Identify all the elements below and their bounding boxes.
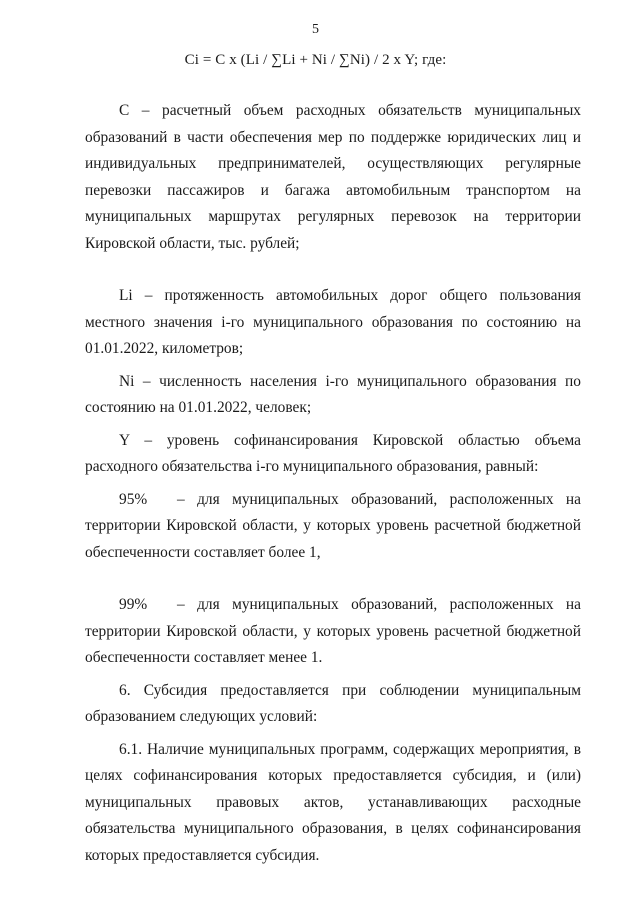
rate-text: – для муниципальных образований, расположенных на территории Кировской области, у которых уровень расчетной бюджетной обеспеченности составляет менее 1. <box>85 596 581 666</box>
definition-y: Y – уровень софинансирования Кировской областью объема расходного обязательства i-го муниципального образования, равный: <box>85 431 581 475</box>
document-body <box>85 98 581 869</box>
rate-percent: 95% <box>119 490 148 508</box>
rate-item <box>85 592 581 672</box>
rate-text: – для муниципальных образований, расположенных на территории Кировской области, у которых уровень расчетной бюджетной обеспеченности составляет более 1, <box>85 490 581 561</box>
clause-6-1: 6.1. Наличие муниципальных программ, содержащих мероприятия, в целях софинансирования которых предоставляется субсидия, и (или) муниципальных правовых актов, устанавливающих расходные обязательства муниципального образования, в целях софинансирования которых предоставляется субсидия. <box>85 740 581 864</box>
definition-c: С – расчетный объем расходных обязательств муниципальных образований в части обеспечения мер по поддержке юридических лиц и индивидуальных предпринимателей, осуществляющих регулярные перевозки пассажиров и багажа автомобильным транспортом на муниципальных маршрутах регулярных перевозок на территории Кировской области, тыс. рублей; <box>85 102 581 252</box>
definition-li: Li – протяженность автомобильных дорог общего пользования местного значения i-го муниципального образования по состоянию на 01.01.2022, километров; <box>85 287 581 357</box>
formula: Ci = C x (Li / ∑Li + Ni / ∑Ni) / 2 x Y; где: <box>184 52 447 68</box>
clause-6: 6. Субсидия предоставляется при соблюдении муниципальным образованием следующих условий: <box>85 681 581 725</box>
page-number: 5 <box>312 22 319 37</box>
rate-item <box>85 487 581 567</box>
rate-percent: 99% <box>119 596 148 613</box>
definition-ni: Ni – численность населения i-го муниципального образования по состоянию на 01.01.2022, человек; <box>85 372 581 416</box>
